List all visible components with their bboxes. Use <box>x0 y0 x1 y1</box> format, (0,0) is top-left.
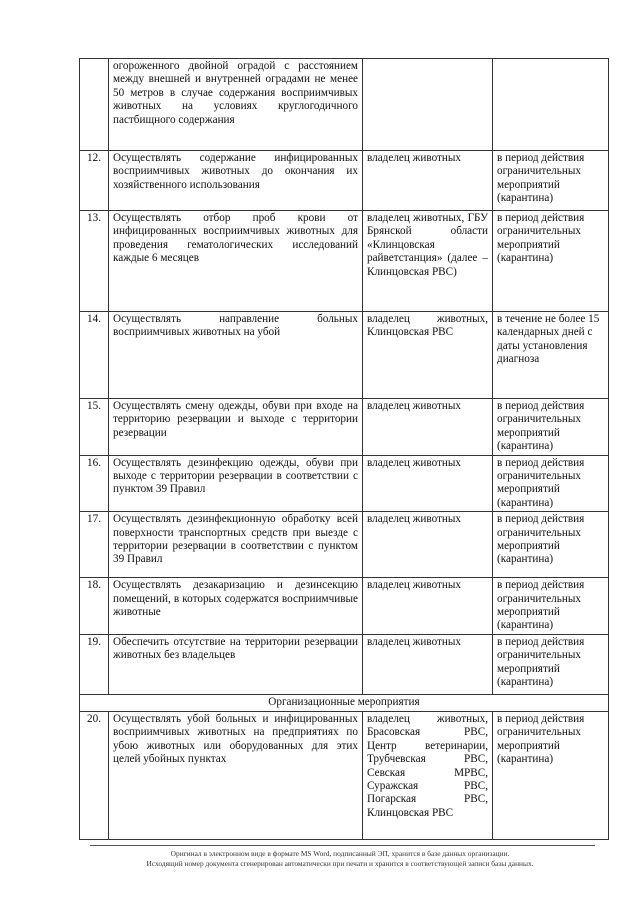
table-row <box>80 634 609 694</box>
row-number: 15. <box>80 399 109 456</box>
footer-line: Исходящий номер документа сгенерирован автоматически при печати и хранится в соответствующей записи базы данных. <box>146 859 534 868</box>
row-term: в период действия ограничительных мероприятий (карантина) <box>493 455 609 512</box>
responsible-line: Брасовская РВС, <box>367 726 488 739</box>
table-row <box>80 151 609 211</box>
responsible-line: владелец животных, <box>367 712 488 725</box>
row-term: в период действия ограничительных мероприятий (карантина) <box>493 711 609 839</box>
table-row <box>80 512 609 578</box>
row-action: огороженного двойной оградой с расстоянием между внешней и внутренней оградами не менее 50 метров в случае содержания восприимчивых животных на условиях круглогодичного пастбищного содержания <box>109 59 363 151</box>
row-responsible: владелец животных <box>363 578 493 635</box>
responsible-line: Центр ветеринарии, <box>367 739 488 752</box>
row-number: 20. <box>80 711 109 839</box>
row-term: в период действия ограничительных мероприятий (карантина) <box>493 399 609 456</box>
row-number: 14. <box>80 312 109 399</box>
row-number <box>80 59 109 151</box>
table-row <box>80 578 609 635</box>
row-responsible: владелец животных <box>363 634 493 694</box>
row-term: в период действия ограничительных мероприятий (карантина) <box>493 634 609 694</box>
table-row <box>80 59 609 151</box>
row-responsible: владелец животных, Клинцовская РВС <box>363 312 493 399</box>
row-term: в период действия ограничительных мероприятий (карантина) <box>493 151 609 211</box>
row-action: Осуществлять отбор проб крови от инфицированных восприимчивых животных для проведения гематологических исследований каждые 6 месяцев <box>109 211 363 312</box>
footer-line: Оригинал в электронном виде в формате MS Word, подписанный ЭП, хранится в базе данных организации. <box>170 849 510 858</box>
responsible-line: Клинцовская РВС <box>367 806 454 819</box>
row-number: 18. <box>80 578 109 635</box>
row-action: Осуществлять содержание инфицированных восприимчивых животных до окончания их хозяйственного использования <box>109 151 363 211</box>
row-action: Осуществлять убой больных и инфицированных восприимчивых животных на предприятиях по убою животных или оборудованных для этих целей убойных пунктах <box>109 711 363 839</box>
table-row <box>80 455 609 512</box>
row-responsible: владелец животных <box>363 399 493 456</box>
responsible-line: Погарская РВС, <box>367 793 488 806</box>
row-term: в течение не более 15 календарных дней с даты установления диагноза <box>493 312 609 399</box>
row-action: Осуществлять смену одежды, обуви при входе на территорию резервации и выходе с территории резервации <box>109 399 363 456</box>
row-action: Обеспечить отсутствие на территории резервации животных без владельцев <box>109 634 363 694</box>
responsible-line: Суражская РВС, <box>367 779 488 792</box>
footer-note <box>60 849 620 869</box>
row-responsible: владелец животных <box>363 512 493 578</box>
responsible-line: Трубчевская РВС, <box>367 753 488 766</box>
table-row <box>80 312 609 399</box>
row-number: 17. <box>80 512 109 578</box>
row-responsible: владелец животных <box>363 455 493 512</box>
measures-table <box>79 58 609 840</box>
row-responsible <box>363 711 493 839</box>
row-number: 12. <box>80 151 109 211</box>
row-action: Осуществлять дезинфекцию одежды, обуви при выходе с территории резервации в соответствии с пунктом 39 Правил <box>109 455 363 512</box>
row-term: в период действия ограничительных мероприятий (карантина) <box>493 211 609 312</box>
row-number: 16. <box>80 455 109 512</box>
section-title: Организационные мероприятия <box>80 694 609 711</box>
table-row <box>80 711 609 839</box>
row-responsible: владелец животных, ГБУ Брянской области «Клинцовская райветстанция» (далее – Клинцовская РВС) <box>363 211 493 312</box>
row-number: 13. <box>80 211 109 312</box>
row-action: Осуществлять направление больных восприимчивых животных на убой <box>109 312 363 399</box>
table-row <box>80 211 609 312</box>
row-term: в период действия ограничительных мероприятий (карантина) <box>493 512 609 578</box>
responsible-line: Севская МРВС, <box>367 766 488 779</box>
row-term: в период действия ограничительных мероприятий (карантина) <box>493 578 609 635</box>
section-row <box>80 694 609 711</box>
row-action: Осуществлять дезакаризацию и дезинсекцию помещений, в которых содержатся восприимчивые животные <box>109 578 363 635</box>
footer-divider <box>90 845 595 846</box>
row-action: Осуществлять дезинфекционную обработку всей поверхности транспортных средств при выезде с территории резервации в соответствии с пунктом 39 Правил <box>109 512 363 578</box>
row-responsible: владелец животных <box>363 151 493 211</box>
row-term <box>493 59 609 151</box>
table-row <box>80 399 609 456</box>
row-number: 19. <box>80 634 109 694</box>
row-responsible <box>363 59 493 151</box>
